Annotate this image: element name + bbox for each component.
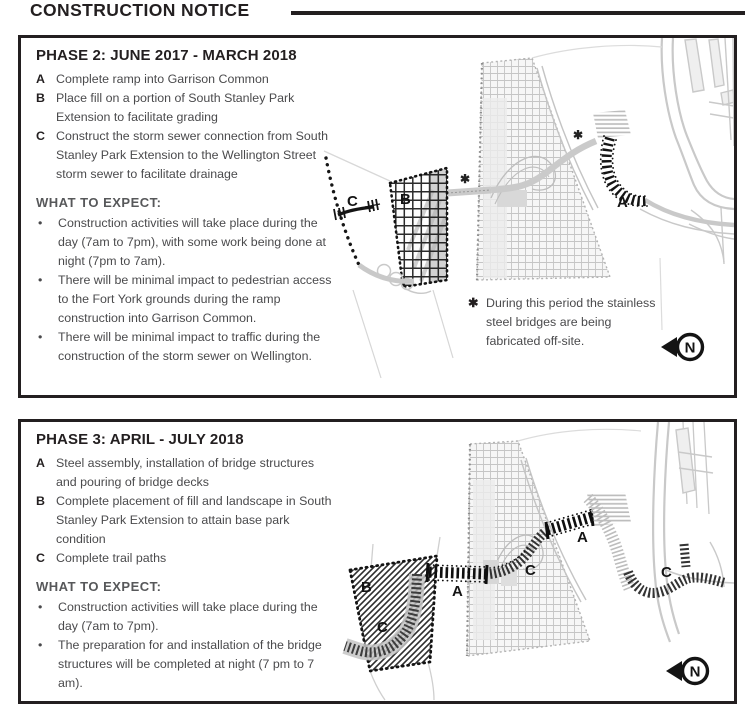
phase3-item-b <box>36 492 334 549</box>
phase3-map-label-c-east: C <box>661 564 672 581</box>
phase2-garrison-common-patch <box>593 110 631 138</box>
phase3-panel <box>18 419 737 704</box>
item-text: Complete ramp into Garrison Common <box>56 72 269 86</box>
phase2-heading: PHASE 2: JUNE 2017 - MARCH 2018 <box>36 47 297 64</box>
north-compass-graphic <box>664 654 716 688</box>
bullet-icon: • <box>38 273 43 287</box>
north-compass-icon <box>664 654 716 688</box>
item-letter: A <box>36 72 45 86</box>
phase2-item-c <box>36 127 334 184</box>
bullet-text: Construction activities will take place during the day (7am to 7pm), with some work being done at night (7pm to 7am). <box>58 216 326 268</box>
phase2-expect-bullet <box>36 214 334 271</box>
compass-n-label: N <box>684 339 696 357</box>
bullet-text: The preparation for and installation of the bridge structures will be completed at night (7 pm to 7 am). <box>58 638 322 690</box>
item-letter: C <box>36 129 45 143</box>
item-text: Construct the storm sewer connection from South Stanley Park Extension to the Wellington Street storm sewer to facilitate drainage <box>56 129 329 181</box>
phase3-expect-bullet <box>36 598 334 636</box>
phase3-map-label-a-west: A <box>452 583 463 600</box>
phase2-fort-york-grounds <box>477 58 610 280</box>
phase2-map-label-c: C <box>347 193 358 210</box>
item-text: Steel assembly, installation of bridge structures and pouring of bridge decks <box>56 456 315 489</box>
phase2-item-a <box>36 70 334 89</box>
phase3-map-label-c-central: C <box>525 562 536 579</box>
bullet-icon: • <box>38 600 43 614</box>
item-text: Complete trail paths <box>56 551 167 565</box>
item-text: Complete placement of fill and landscape in South Stanley Park Extension to attain base park condition <box>56 494 332 546</box>
bullet-text: There will be minimal impact to pedestrian access to the Fort York grounds during the ramp construction into Garrison Common. <box>58 273 332 325</box>
title-rule <box>291 11 745 15</box>
phase3-heading: PHASE 3: APRIL - JULY 2018 <box>36 431 244 448</box>
asterisk-icon: ✱ <box>468 296 479 310</box>
phase2-map-label-b: B <box>400 191 411 208</box>
bullet-text: There will be minimal impact to traffic during the construction of the storm sewer on Wellington. <box>58 330 321 363</box>
phase3-text-column <box>36 431 334 693</box>
bullet-icon: • <box>38 216 43 230</box>
phase3-item-a <box>36 454 334 492</box>
phase2-area-b-fill-zone <box>390 168 447 287</box>
north-compass-icon <box>659 330 711 364</box>
item-letter: C <box>36 551 45 565</box>
phase3-map-label-a-east: A <box>577 529 588 546</box>
bullet-icon: • <box>38 330 43 344</box>
phase2-expect-bullet <box>36 328 334 366</box>
item-letter: A <box>36 456 45 470</box>
phase2-expect-bullet <box>36 271 334 328</box>
phase3-map-label-c-park: C <box>377 619 388 636</box>
phase3-expect-heading: WHAT TO EXPECT: <box>36 579 162 594</box>
bullet-text: Construction activities will take place during the day (7am to 7pm). <box>58 600 318 633</box>
phase2-expect-heading: WHAT TO EXPECT: <box>36 195 162 210</box>
phase3-trail-c-east <box>628 544 725 593</box>
compass-pointer <box>666 661 682 681</box>
bullet-icon: • <box>38 638 43 652</box>
phase2-map-asterisk-1: ✱ <box>460 172 471 186</box>
phase3-expect-bullet <box>36 636 334 693</box>
item-text: Place fill on a portion of South Stanley Park Extension to facilitate grading <box>56 91 295 124</box>
phase2-map-asterisk-2: ✱ <box>573 128 584 142</box>
compass-pointer <box>661 337 677 357</box>
north-compass-graphic <box>659 330 711 364</box>
phase2-item-b <box>36 89 334 127</box>
phase2-offsite-note <box>468 294 668 351</box>
phase2-panel <box>18 35 737 398</box>
item-letter: B <box>36 91 45 105</box>
item-letter: B <box>36 494 45 508</box>
phase3-item-c <box>36 549 334 568</box>
phase2-text-column <box>36 47 334 366</box>
phase3-map-label-b: B <box>361 579 372 596</box>
compass-n-label: N <box>689 663 701 681</box>
phase2-map-label-a: A <box>617 194 628 211</box>
note-text: During this period the stainless steel bridges are being fabricated off-site. <box>486 296 656 348</box>
page-title: CONSTRUCTION NOTICE <box>30 0 250 20</box>
